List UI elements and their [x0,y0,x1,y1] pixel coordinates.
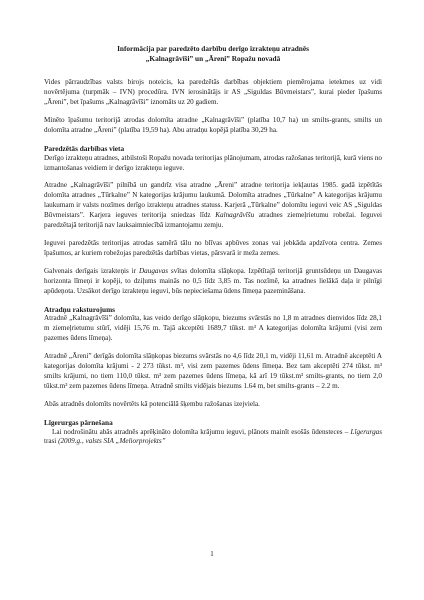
location-paragraph-1: Derīgo izrakteņu atradnes, atbilstoši Ropažu novada teritorijas plānojumam, atrodas ražošanas teritorijā, kurā viens no izmantošanas veidiem ir derīgo izrakteņu ieguve. [44,153,382,172]
relocation-paragraph-1-italic: Līgerurgas [350,427,382,436]
relocation-paragraph-1 [44,428,382,448]
title-line-2: „Kalnagrāvīši” un „Āreni” Ropažu novadā [145,53,281,63]
section-heading-location: Paredzētās darbības vieta [44,143,125,153]
deposits-paragraph-3: Abās atradnēs dolomīts novērtēts kā potenciālā šķembu ražošanas izejviela. [44,399,260,408]
section-heading-deposits: Atradņu raksturojums [44,304,116,314]
location-paragraph-2-tail: atradnes ziemeļrietumu robežai. Ieguvei paredzētajā teritorijā nav lauksaimniecībā izmantojamu zemju. [44,211,382,230]
location-paragraph-3: Ieguvei paredzētās teritorijas atrodas samērā tālu no blīvas apbūves zonas vai jebkāda apdzīvota centra. Zemes īpašumos, ar kuriem robežojas paredzētās darbības vietas, pārsvarā ir meža zemes. [44,238,382,257]
section-heading-relocation: Līgerurgas pārnešana [44,417,113,427]
relocation-paragraph-1-a: Lai nodrošinātu abās atradnēs aprēķināto dolomīta krājumu ieguvi, plānots mainīt esošās ūdensteces – [52,427,349,436]
intro-paragraph: Vides pārraudzības valsts birojs noteicis, ka paredzētās darbības objektiem piemērojama ietekmes uz vidi novērtējuma (turpmāk – IVN) procedūra. IVN ierosinātājs ir AS „Siguldas Būvmeistars”, kurai pieder īpašums „Āreni”, bet īpašums „Kalnagrāvīši” iznomāts uz 20 gadiem. [44,78,382,106]
document-title [44,44,382,63]
deposits-paragraph-1: Atradnē „Kalnagrāvīši” dolomīta, kas veido derīgo slāņkopu, biezums svārstās no 1,8 m atradnes dienvidos līdz 28,1 m ziemeļrietumu stūrī, vidēji 15,76 m. Tajā akceptēti 1689,7 tūkst. m³ A kategorijas dolomīta krājumi (visi zem pazemes ūdens līmeņa). [44,314,382,343]
location-paragraph-4-b: svītas dolomīta slāņkopa. Izpētītajā teritorijā gruntsūdeņu un Daugavas horizonta līmeņi ir kopēji, to dziļums mainās no 0,5 līdz 3,85 m. Tas nozīmē, ka atradnes lielākā daļa ir pilnīgi apūdeņota. Uzsākot derīgo izrakteņu ieguvi, būs nepieciešama ūdens līmeņa pazemināšana. [44,266,382,295]
location-paragraph-4-a: Galvenais derīgais izrakteņis ir [44,266,137,275]
relocation-paragraph-1-b: trasi [44,437,57,446]
location-paragraph-4-italic: Daugavas [139,266,168,275]
deposits-paragraph-2: Atradnē „Āreni” derīgās dolomīta slāņkopas biezums svārstās no 4,6 līdz 20,1 m, vidēji 11,61 m. Atradnē akceptēti A kategorijas dolomīta krājumi - 2 273 tūkst. m³, visi zem pazemes ūdens līmeņa. Bez tam akceptēti 274 tūkst. m³ smilts krājumi, no tiem 110,0 tūkst. m³ zem pazemes ūdens līmeņa, kā arī 19 tūkst.m³ smilts-grants, no tiem 2,0 tūkst.m³ zem pazemes ūdens līmeņa. Atradnē smilts vidējais biezums 1.64 m, bet smilts-grants – 2.2 m. [44,352,382,390]
page-number: 1 [210,549,214,558]
location-paragraph-2 [44,181,382,231]
location-paragraph-2-text: Atradne „Kalnagrāvīši” pilnībā un gandrīz visa atradne „Āreni” atradne teritorija iekļautas 1985. gadā izpētītās dolomīta atradnes „Tūrkalne” N kategorijas krājumu laukumā. Dolomīta atradnes „Tūrkalne” A kategorijas krājumu laukumam ir valsts nozīmes derīgo izrakteņu atradnes statuss. Karjerā „Tūrkalne” dolomītu ieguvi veic AS „Siguldas Būvmeistars”. Karjera ieguves teritorija sniedzas līdz [44,181,382,220]
location-paragraph-4 [44,267,382,297]
title-line-1: Informācija par paredzēto darbību derīgo izrakteņu atradnēs [117,44,309,53]
area-paragraph: Minēto īpašumu teritorijā atrodas dolomīta atradne „Kalnagrāvīši” (platība 10,7 ha) un smilts-grants, smilts un dolomīta atradne „Āreni” (platība 19,59 ha). Abu atradņu kopējā platība 30,29 ha. [44,115,382,134]
relocation-paragraph-1-italic-2: (2009.g., valsts SIA „Meliorprojekts” [58,437,166,446]
location-paragraph-2-italic: Kalnagrāvīšu [215,211,255,220]
